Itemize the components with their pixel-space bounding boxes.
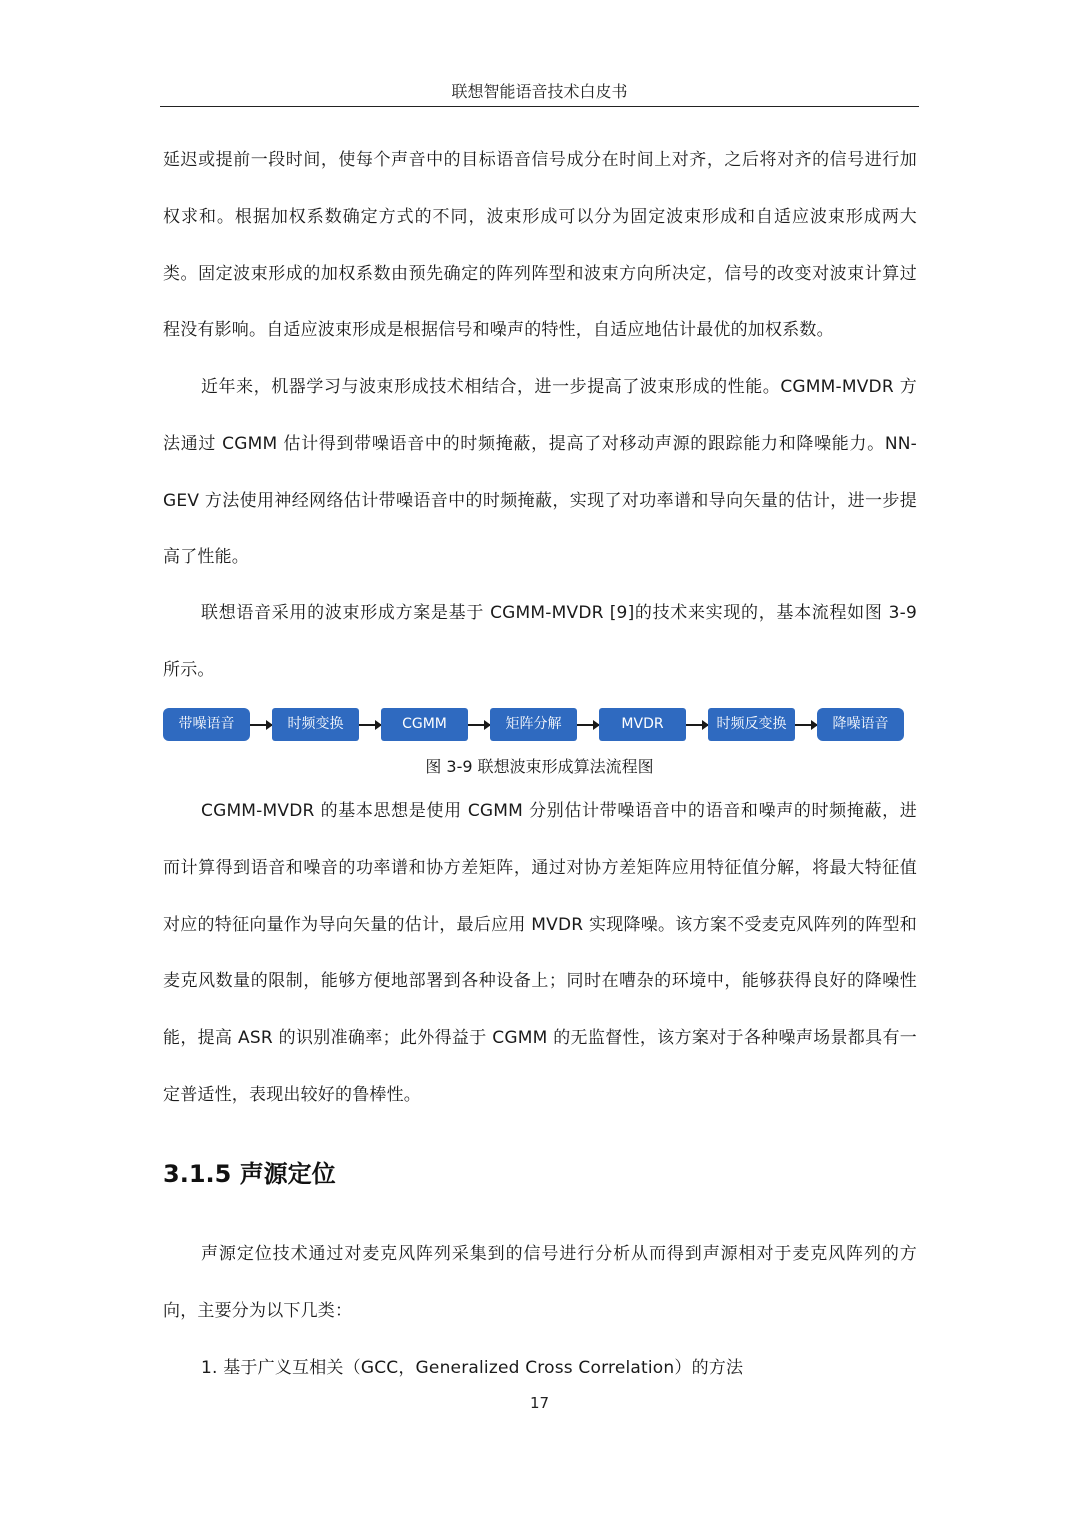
flow-arrow-6 — [795, 724, 817, 726]
flow-arrow-5 — [686, 724, 708, 726]
header-divider — [160, 106, 919, 107]
section-heading: 3.1.5 声源定位 — [163, 1160, 336, 1188]
flow-step-tf-transform: 时频变换 — [272, 708, 359, 741]
flow-step-inverse-tf-transform: 时频反变换 — [708, 708, 795, 741]
flow-step-cgmm: CGMM — [381, 708, 468, 741]
flow-step-denoised-speech: 降噪语音 — [817, 708, 904, 741]
page-header-title: 联想智能语音技术白皮书 — [451, 82, 628, 101]
figure-caption: 图 3-9 联想波束形成算法流程图 — [425, 757, 654, 776]
flow-step-mvdr: MVDR — [599, 708, 686, 741]
flow-step-noisy-speech: 带噪语音 — [163, 708, 250, 741]
paragraph-beamforming-intro: 延迟或提前一段时间，使每个声音中的目标语音信号成分在时间上对齐，之后将对齐的信号进行加权求和。根据加权系数确定方式的不同，波束形成可以分为固定波束形成和自适应波束形成两大类。固定波束形成的加权系数由预先确定的阵列阵型和波束方向所决定，信号的改变对波束计算过程没有影响。自适应波束形成是根据信号和噪声的特性，自适应地估计最优的加权系数。 — [163, 150, 917, 341]
paragraph-lenovo-scheme: 联想语音采用的波束形成方案是基于 CGMM-MVDR [9]的技术来实现的，基本流程如图 3-9 所示。 — [163, 603, 917, 680]
flow-arrow-1 — [250, 724, 272, 726]
flow-step-matrix-decomposition: 矩阵分解 — [490, 708, 577, 741]
paragraph-sound-localization: 声源定位技术通过对麦克风阵列采集到的信号进行分析从而得到声源相对于麦克风阵列的方向，主要分为以下几类： — [163, 1244, 917, 1321]
paragraph-machine-learning: 近年来，机器学习与波束形成技术相结合，进一步提高了波束形成的性能。CGMM-MVDR 方法通过 CGMM 估计得到带噪语音中的时频掩蔽，提高了对移动声源的跟踪能力和降噪能力。NN-GEV 方法使用神经网络估计带噪语音中的时频掩蔽，实现了对功率谱和导向矢量的估计，进一步提高了性能。 — [163, 377, 917, 568]
list-item-gcc-method: 1. 基于广义互相关（GCC，Generalized Cross Correlation）的方法 — [201, 1358, 744, 1378]
paragraph-cgmm-mvdr-detail: CGMM-MVDR 的基本思想是使用 CGMM 分别估计带噪语音中的语音和噪声的时频掩蔽，进而计算得到语音和噪音的功率谱和协方差矩阵，通过对协方差矩阵应用特征值分解，将最大特征值对应的特征向量作为导向矢量的估计，最后应用 MVDR 实现降噪。该方案不受麦克风阵列的阵型和麦克风数量的限制，能够方便地部署到各种设备上；同时在嘈杂的环境中，能够获得良好的降噪性能，提高 ASR 的识别准确率；此外得益于 CGMM 的无监督性，该方案对于各种噪声场景都具有一定普适性，表现出较好的鲁棒性。 — [163, 801, 917, 1105]
flow-arrow-2 — [359, 724, 381, 726]
beamforming-flowchart — [163, 708, 904, 741]
flow-arrow-3 — [468, 724, 490, 726]
page-number: 17 — [529, 1394, 550, 1412]
flow-arrow-4 — [577, 724, 599, 726]
